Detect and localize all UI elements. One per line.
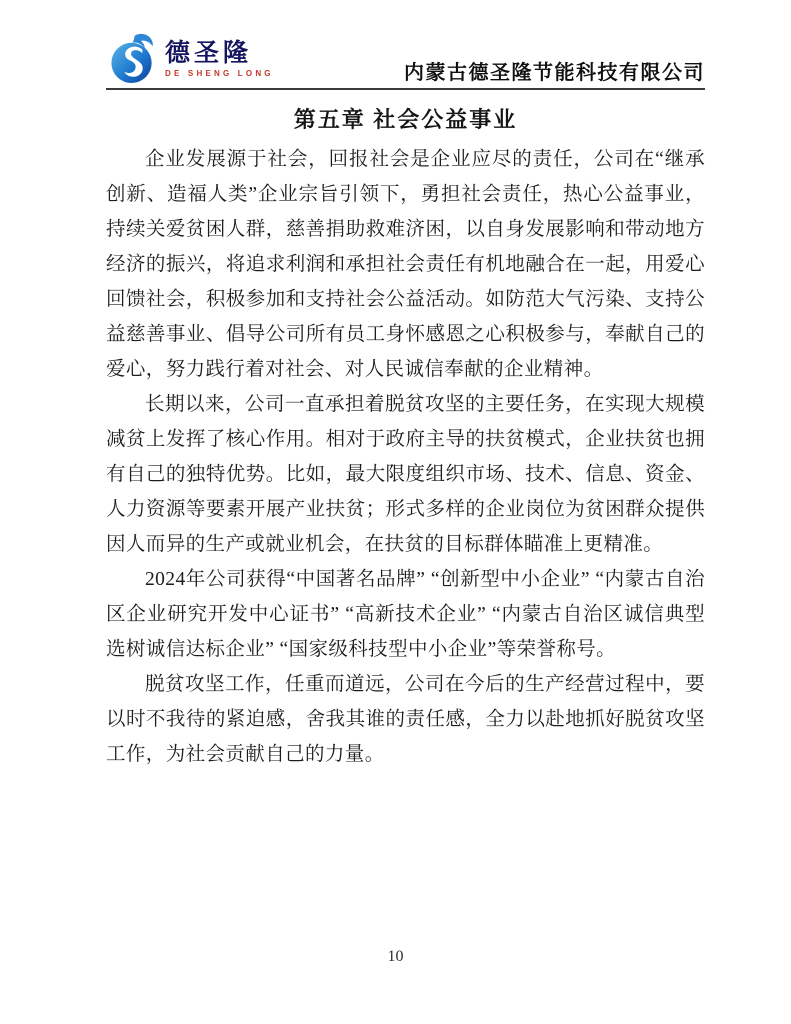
paragraph-1: 企业发展源于社会，回报社会是企业应尽的责任，公司在“继承创新、造福人类”企业宗旨引领下，勇担社会责任，热心公益事业，持续关爱贫困人群，慈善捐助救难济困，以自身发展影响和带动地方经济的振兴，将追求利润和承担社会责任有机地融合在一起，用爱心回馈社会，积极参加和支持社会公益活动。如防范大气污染、支持公益慈善事业、倡导公司所有员工身怀感恩之心积极参与，奉献自己的爱心，努力践行着对社会、对人民诚信奉献的企业精神。 (106, 149, 705, 380)
content-area (106, 0, 705, 772)
chapter-title: 第五章 社会公益事业 (293, 107, 518, 132)
body-text (106, 142, 705, 772)
logo-text-block (165, 38, 274, 78)
dragon-logo-icon (106, 32, 160, 86)
paragraph-3: 2024年公司获得“中国著名品牌” “创新型中小企业” “内蒙古自治区企业研究开发中心证书” “高新技术企业” “内蒙古自治区诚信典型选树诚信达标企业” “国家级科技型中小企业”等荣誉称号。 (106, 569, 705, 660)
logo-chinese-name: 德圣隆 (165, 38, 253, 67)
company-name: 内蒙古德圣隆节能科技有限公司 (404, 62, 705, 84)
document-header (106, 0, 705, 90)
company-logo (106, 32, 274, 86)
page-number: 10 (387, 948, 404, 965)
paragraph-2: 长期以来，公司一直承担着脱贫攻坚的主要任务，在实现大规模减贫上发挥了核心作用。相对于政府主导的扶贫模式，企业扶贫也拥有自己的独特优势。比如，最大限度组织市场、技术、信息、资金、人力资源等要素开展产业扶贫；形式多样的企业岗位为贫困群众提供因人而异的生产或就业机会，在扶贫的目标群体瞄准上更精准。 (106, 394, 705, 555)
page-footer (0, 948, 791, 966)
paragraph-4: 脱贫攻坚工作，任重而道远，公司在今后的生产经营过程中，要以时不我待的紧迫感，舍我其谁的责任感，全力以赴地抓好脱贫攻坚工作，为社会贡献自己的力量。 (106, 674, 705, 765)
logo-english-name: DE SHENG LONG (165, 68, 274, 78)
